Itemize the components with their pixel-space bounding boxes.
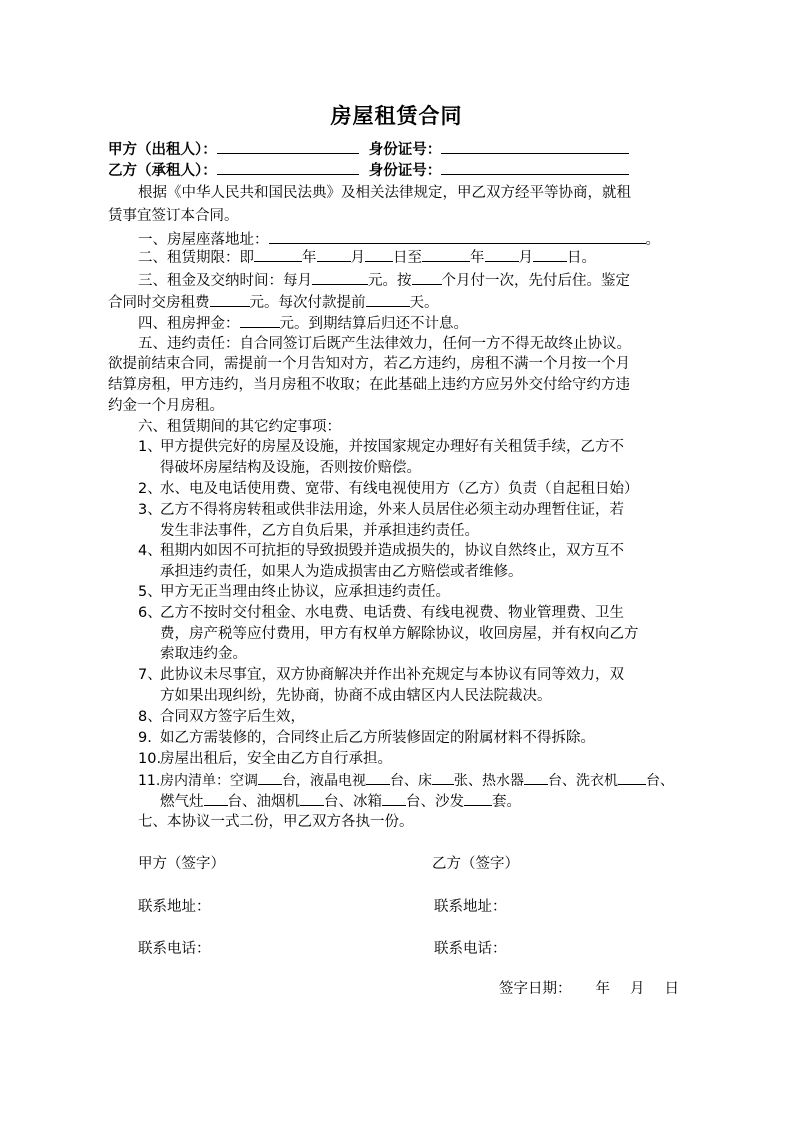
list-number: 10. <box>138 751 162 767</box>
deposit-text: 元。到期结算后归还不计息。 <box>279 316 468 332</box>
year-text-2: 年 <box>470 250 485 266</box>
fridge-text: 台、冰箱 <box>324 794 382 810</box>
list-text: 合同双方签字后生效， <box>160 709 305 725</box>
set-text: 套。 <box>492 794 521 810</box>
party-b-phone-label: 联系电话： <box>434 941 507 957</box>
sofa-text: 台、沙发 <box>406 794 464 810</box>
party-a-label: 甲方（出租人）： <box>108 142 217 158</box>
day-to-text: 日至 <box>393 250 422 266</box>
section-5-line-2: 欲提前结束合同，需提前一个月告知对方，若乙方违约，房租不满一个月按一个月 <box>108 356 630 372</box>
list-number: 6、 <box>138 605 162 621</box>
washer-qty-blank <box>618 770 646 785</box>
list-item-3 <box>138 500 624 520</box>
party-a-signature-label: 甲方（签字） <box>138 856 225 872</box>
days-text: 天。 <box>409 295 439 311</box>
washer-text: 台、洗衣机 <box>548 773 618 789</box>
list-item-6-cont-2: 索取违约金。 <box>160 646 247 662</box>
list-text: 房内清单：空调 <box>160 773 258 789</box>
list-number: 5、 <box>138 584 162 600</box>
advance-label: 元。每次付款提前 <box>249 295 366 311</box>
hood-qty-blank <box>300 791 324 806</box>
party-a-phone-label: 联系电话： <box>138 941 211 957</box>
party-a-row <box>108 139 629 160</box>
date-day: 日 <box>664 981 679 997</box>
list-item-10 <box>138 749 392 769</box>
bed-qty-blank <box>432 770 454 785</box>
stove-qty-blank <box>204 791 228 806</box>
party-b-label: 乙方（承租人）： <box>108 163 217 179</box>
end-day-blank <box>533 247 567 262</box>
list-text: 水、电及电话使用费、宽带、有线电视使用方（乙方）负责（自起租日始） <box>160 481 639 497</box>
list-text: 甲方提供完好的房屋及设施，并按国家规定办理好有关租赁手续，乙方不 <box>160 439 624 455</box>
unit-text: 台、 <box>646 773 674 789</box>
party-a-address-label: 联系地址： <box>138 899 211 915</box>
year-text: 年 <box>302 250 317 266</box>
sofa-qty-blank <box>464 791 492 806</box>
signing-rent-label: 合同时交房租费 <box>108 295 210 311</box>
start-day-blank <box>365 247 393 262</box>
tv-text: 台，液晶电视 <box>282 773 366 789</box>
list-item-4-cont: 承担违约责任，如果人为造成损害由乙方赔偿或者维修。 <box>160 564 523 580</box>
section-2-term <box>138 247 596 268</box>
section-4-deposit <box>138 313 468 334</box>
section-3-rent <box>138 270 630 291</box>
pay-interval-blank <box>412 270 442 285</box>
list-item-6 <box>138 603 624 623</box>
list-text: 如乙方需装修的，合同终止后乙方所装修固定的附属材料不得拆除。 <box>160 730 595 746</box>
list-text: 甲方无正当理由终止协议，应承担违约责任。 <box>160 584 450 600</box>
heater-text: 张、热水器 <box>454 773 524 789</box>
yuan-text: 元。按 <box>368 273 412 289</box>
list-item-11-cont <box>160 791 521 812</box>
list-number: 2、 <box>138 481 162 497</box>
bed-text: 台、床 <box>390 773 432 789</box>
date-year: 年 <box>595 981 610 997</box>
signing-date <box>499 977 679 998</box>
list-text: 此协议未尽事宜，双方协商解决并作出补充规定与本协议有同等效力，双 <box>160 667 624 683</box>
address-blank <box>269 229 646 244</box>
list-number: 11. <box>138 773 161 789</box>
section-7: 七、本协议一式二份，甲乙双方各执一份。 <box>138 814 414 830</box>
list-text: 乙方不按时交付租金、水电费、电话费、有线电视费、物业管理费、卫生 <box>160 605 624 621</box>
list-item-7 <box>138 665 624 685</box>
list-item-4 <box>138 541 624 561</box>
list-number: 9. <box>138 730 152 746</box>
list-item-1-cont: 得破坏房屋结构及设施，否则按价赔偿。 <box>160 460 421 476</box>
party-a-name-blank <box>217 139 359 154</box>
section-3-line-2 <box>108 292 439 313</box>
date-month: 月 <box>630 981 645 997</box>
section-2-label: 二、租赁期限：即 <box>138 250 254 266</box>
section-1-end: 。 <box>645 232 660 248</box>
document-title: 房屋租赁合同 <box>330 103 463 128</box>
list-item-1 <box>138 437 624 457</box>
list-item-9 <box>138 728 595 748</box>
list-item-11 <box>138 770 674 791</box>
heater-qty-blank <box>524 770 548 785</box>
list-item-6-cont: 费，房产税等应付费用，甲方有权单方解除协议，收回房屋，并有权向乙方 <box>160 626 639 642</box>
monthly-rent-blank <box>312 270 368 285</box>
party-b-signature-label: 乙方（签字） <box>432 856 519 872</box>
start-month-blank <box>317 247 351 262</box>
party-b-address-label: 联系地址： <box>434 899 507 915</box>
pay-terms-text: 个月付一次，先付后住。鉴定 <box>441 273 630 289</box>
list-item-3-cont: 发生非法事件，乙方自负后果，并承担违约责任。 <box>160 523 479 539</box>
date-label: 签字日期： <box>499 981 572 997</box>
ac-qty-blank <box>258 770 282 785</box>
list-item-5 <box>138 582 450 602</box>
party-a-id-blank <box>441 139 629 154</box>
section-5-line-4: 约金一个月房租。 <box>108 398 224 414</box>
list-text: 租期内如因不可抗拒的导致损毁并造成损失的，协议自然终止，双方互不 <box>160 543 624 559</box>
list-item-7-cont: 方如果出现纠纷，先协商，协商不成由辖区内人民法院裁决。 <box>160 688 552 704</box>
day-end-text: 日。 <box>567 250 596 266</box>
signing-rent-blank <box>210 292 250 307</box>
list-item-8 <box>138 707 305 727</box>
deposit-blank <box>240 313 280 328</box>
list-number: 7、 <box>138 667 162 683</box>
month-text: 月 <box>350 250 365 266</box>
list-number: 1、 <box>138 439 162 455</box>
party-b-row <box>108 160 629 181</box>
list-number: 8、 <box>138 709 162 725</box>
list-number: 4、 <box>138 543 162 559</box>
section-5-line-1: 五、违约责任：自合同签订后既产生法律效力，任何一方不得无故终止协议。 <box>138 336 631 352</box>
section-5-line-3: 结算房租，甲方违约，当月房租不收取；在此基础上违约方应另外交付给守约方违 <box>108 377 630 393</box>
list-number: 3、 <box>138 502 162 518</box>
party-b-id-blank <box>441 160 629 175</box>
list-text: 房屋出租后，安全由乙方自行承担。 <box>160 751 392 767</box>
party-b-id-label: 身份证号： <box>368 163 442 179</box>
intro-line-2: 赁事宜签订本合同。 <box>108 208 239 224</box>
section-3-label: 三、租金及交纳时间：每月 <box>138 273 312 289</box>
end-year-blank <box>422 247 470 262</box>
intro-line-1: 根据《中华人民共和国民法典》及相关法律规定，甲乙双方经平等协商，就租 <box>138 185 631 201</box>
fridge-qty-blank <box>382 791 406 806</box>
hood-text: 台、油烟机 <box>227 794 300 810</box>
section-1-label: 一、房屋座落地址： <box>138 232 269 248</box>
party-b-name-blank <box>217 160 359 175</box>
end-month-blank <box>485 247 519 262</box>
advance-days-blank <box>366 292 410 307</box>
month-text-2: 月 <box>518 250 533 266</box>
stove-text: 燃气灶 <box>160 794 204 810</box>
list-item-2 <box>138 479 639 499</box>
section-4-label: 四、租房押金： <box>138 316 240 332</box>
list-text: 乙方不得将房转租或供非法用途，外来人员居住必须主动办理暂住证，若 <box>160 502 624 518</box>
party-a-id-label: 身份证号： <box>368 142 442 158</box>
start-year-blank <box>254 247 302 262</box>
tv-qty-blank <box>366 770 390 785</box>
section-6-heading: 六、租赁期间的其它约定事项： <box>138 419 341 435</box>
